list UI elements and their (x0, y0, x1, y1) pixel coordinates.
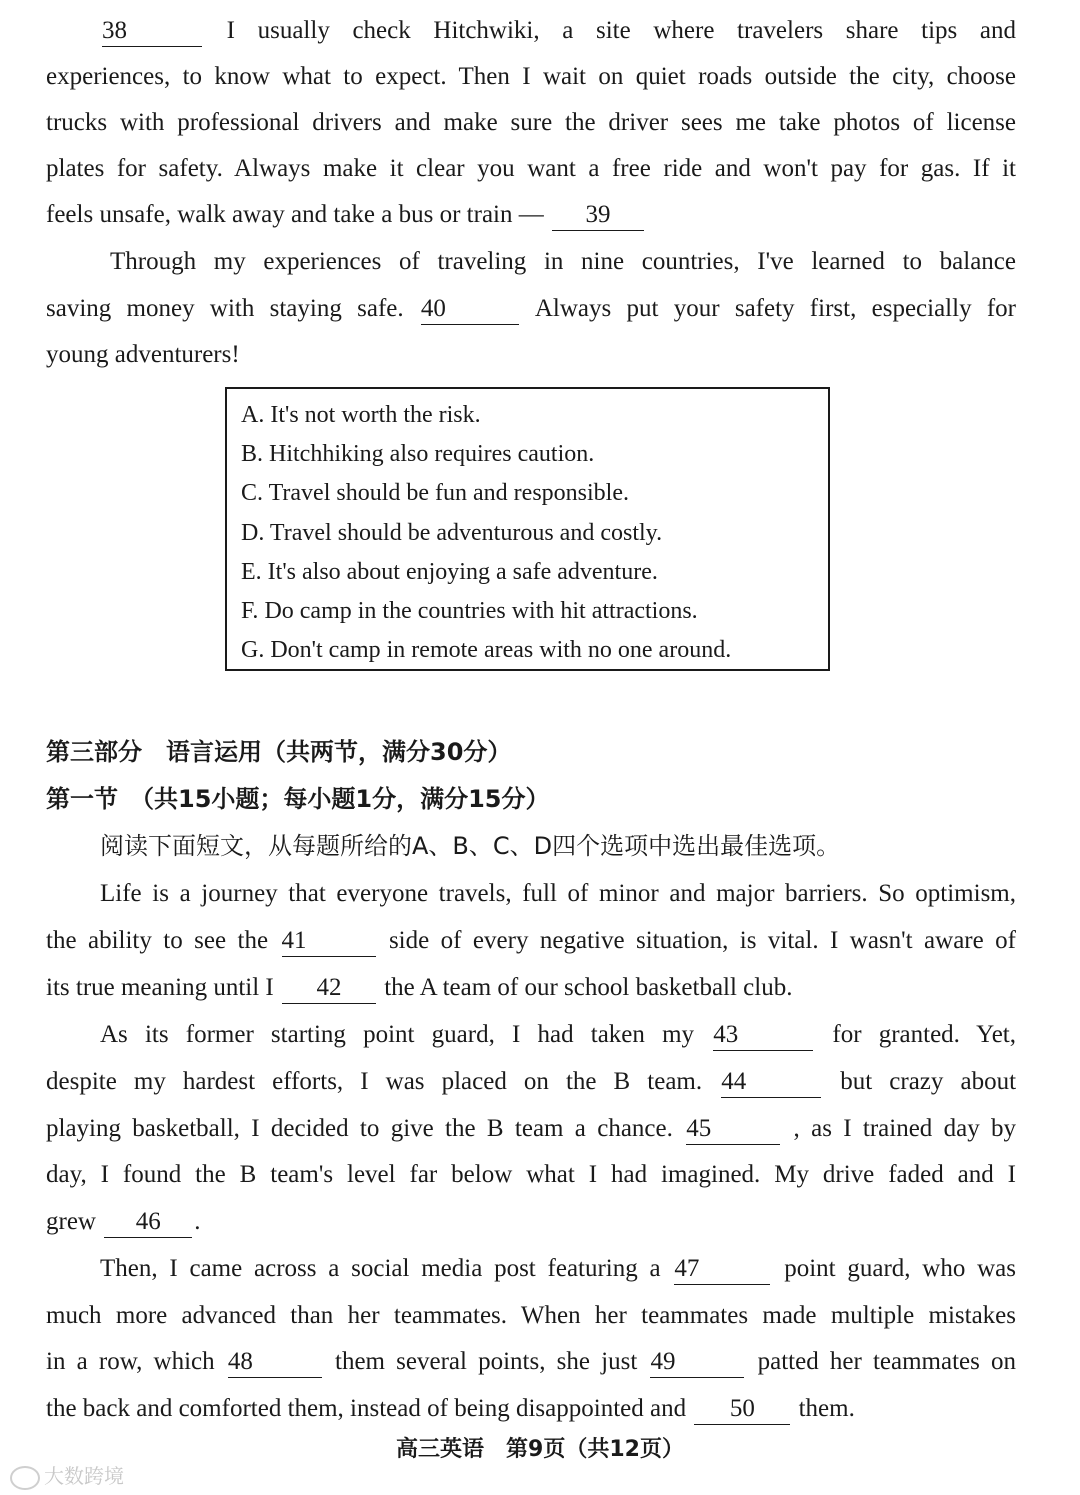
blank-38: 38 (102, 16, 202, 47)
blank-48: 48 (228, 1347, 322, 1378)
blank-45: 45 (686, 1114, 780, 1145)
blank-39: 39 (552, 200, 644, 231)
passage2-p1-line-2: the ability to see the 41 side of every negative situation, is vital. I wasn't aware of (46, 918, 1016, 964)
passage2-p2-line-5: grew 46 . (46, 1199, 1016, 1245)
section3-subheading: 第一节 （共15小题；每小题1分，满分15分） (46, 785, 550, 813)
options-box (225, 387, 830, 671)
option-e: E. It's also about enjoying a safe adventure. (241, 559, 658, 585)
passage1-line-2: experiences, to know what to expect. Then I wait on quiet roads outside the city, choose (46, 63, 1016, 90)
option-d: D. Travel should be adventurous and costly. (241, 520, 663, 546)
blank-43: 43 (713, 1020, 813, 1051)
blank-41: 41 (282, 926, 376, 957)
passage2-p3-line-3: in a row, which 48 them several points, she just 49 patted her teammates on (46, 1339, 1016, 1385)
passage1-line-1: 38 I usually check Hitchwiki, a site where travelers share tips and (100, 8, 1016, 54)
option-g: G. Don't camp in remote areas with no one around. (241, 637, 732, 663)
option-f: F. Do camp in the countries with hit attractions. (241, 598, 698, 624)
section3-instruction: 阅读下面短文，从每题所给的A、B、C、D四个选项中选出最佳选项。 (100, 832, 841, 860)
option-c: C. Travel should be fun and responsible. (241, 480, 629, 506)
blank-42: 42 (282, 973, 376, 1004)
passage1-line-6: Through my experiences of traveling in nine countries, I've learned to balance (110, 248, 1016, 275)
passage2-p3-line-2: much more advanced than her teammates. When her teammates made multiple mistakes (46, 1302, 1016, 1329)
passage1-line-4: plates for safety. Always make it clear you want a free ride and won't pay for gas. If it (46, 155, 1016, 182)
blank-46: 46 (104, 1207, 192, 1238)
watermark-logo-icon (10, 1466, 40, 1490)
page-footer: 高三英语 第9页（共12页） (396, 1437, 684, 1462)
blank-40: 40 (421, 294, 519, 325)
passage1-line-8: young adventurers! (46, 341, 240, 368)
watermark: 大数跨境 (10, 1460, 124, 1490)
passage1-line-7: saving money with staying safe. 40 Always put your safety first, especially for (46, 286, 1016, 332)
blank-49: 49 (650, 1347, 744, 1378)
blank-44: 44 (721, 1067, 821, 1098)
option-a: A. It's not worth the risk. (241, 402, 481, 428)
option-b: B. Hitchhiking also requires caution. (241, 441, 595, 467)
blank-50: 50 (694, 1394, 790, 1425)
passage1-line-3: trucks with professional drivers and make sure the driver sees me take photos of license (46, 109, 1016, 136)
passage2-p2-line-2: despite my hardest efforts, I was placed on the B team. 44 but crazy about (46, 1059, 1016, 1105)
passage2-p1-line-1: Life is a journey that everyone travels, full of minor and major barriers. So optimism, (100, 880, 1016, 907)
passage2-p1-line-3: its true meaning until I 42 the A team of our school basketball club. (46, 965, 1016, 1011)
passage2-p2-line-1: As its former starting point guard, I had taken my 43 for granted. Yet, (100, 1012, 1016, 1058)
section3-heading: 第三部分 语言运用（共两节，满分30分） (46, 738, 512, 766)
passage2-p3-line-4: the back and comforted them, instead of being disappointed and 50 them. (46, 1386, 1016, 1432)
passage2-p3-line-1: Then, I came across a social media post featuring a 47 point guard, who was (100, 1246, 1016, 1292)
passage2-p2-line-4: day, I found the B team's level far below what I had imagined. My drive faded and I (46, 1161, 1016, 1188)
blank-47: 47 (674, 1254, 770, 1285)
passage1-line-5: feels unsafe, walk away and take a bus or train — 39 (46, 192, 1016, 238)
passage2-p2-line-3: playing basketball, I decided to give the B team a chance. 45 , as I trained day by (46, 1106, 1016, 1152)
